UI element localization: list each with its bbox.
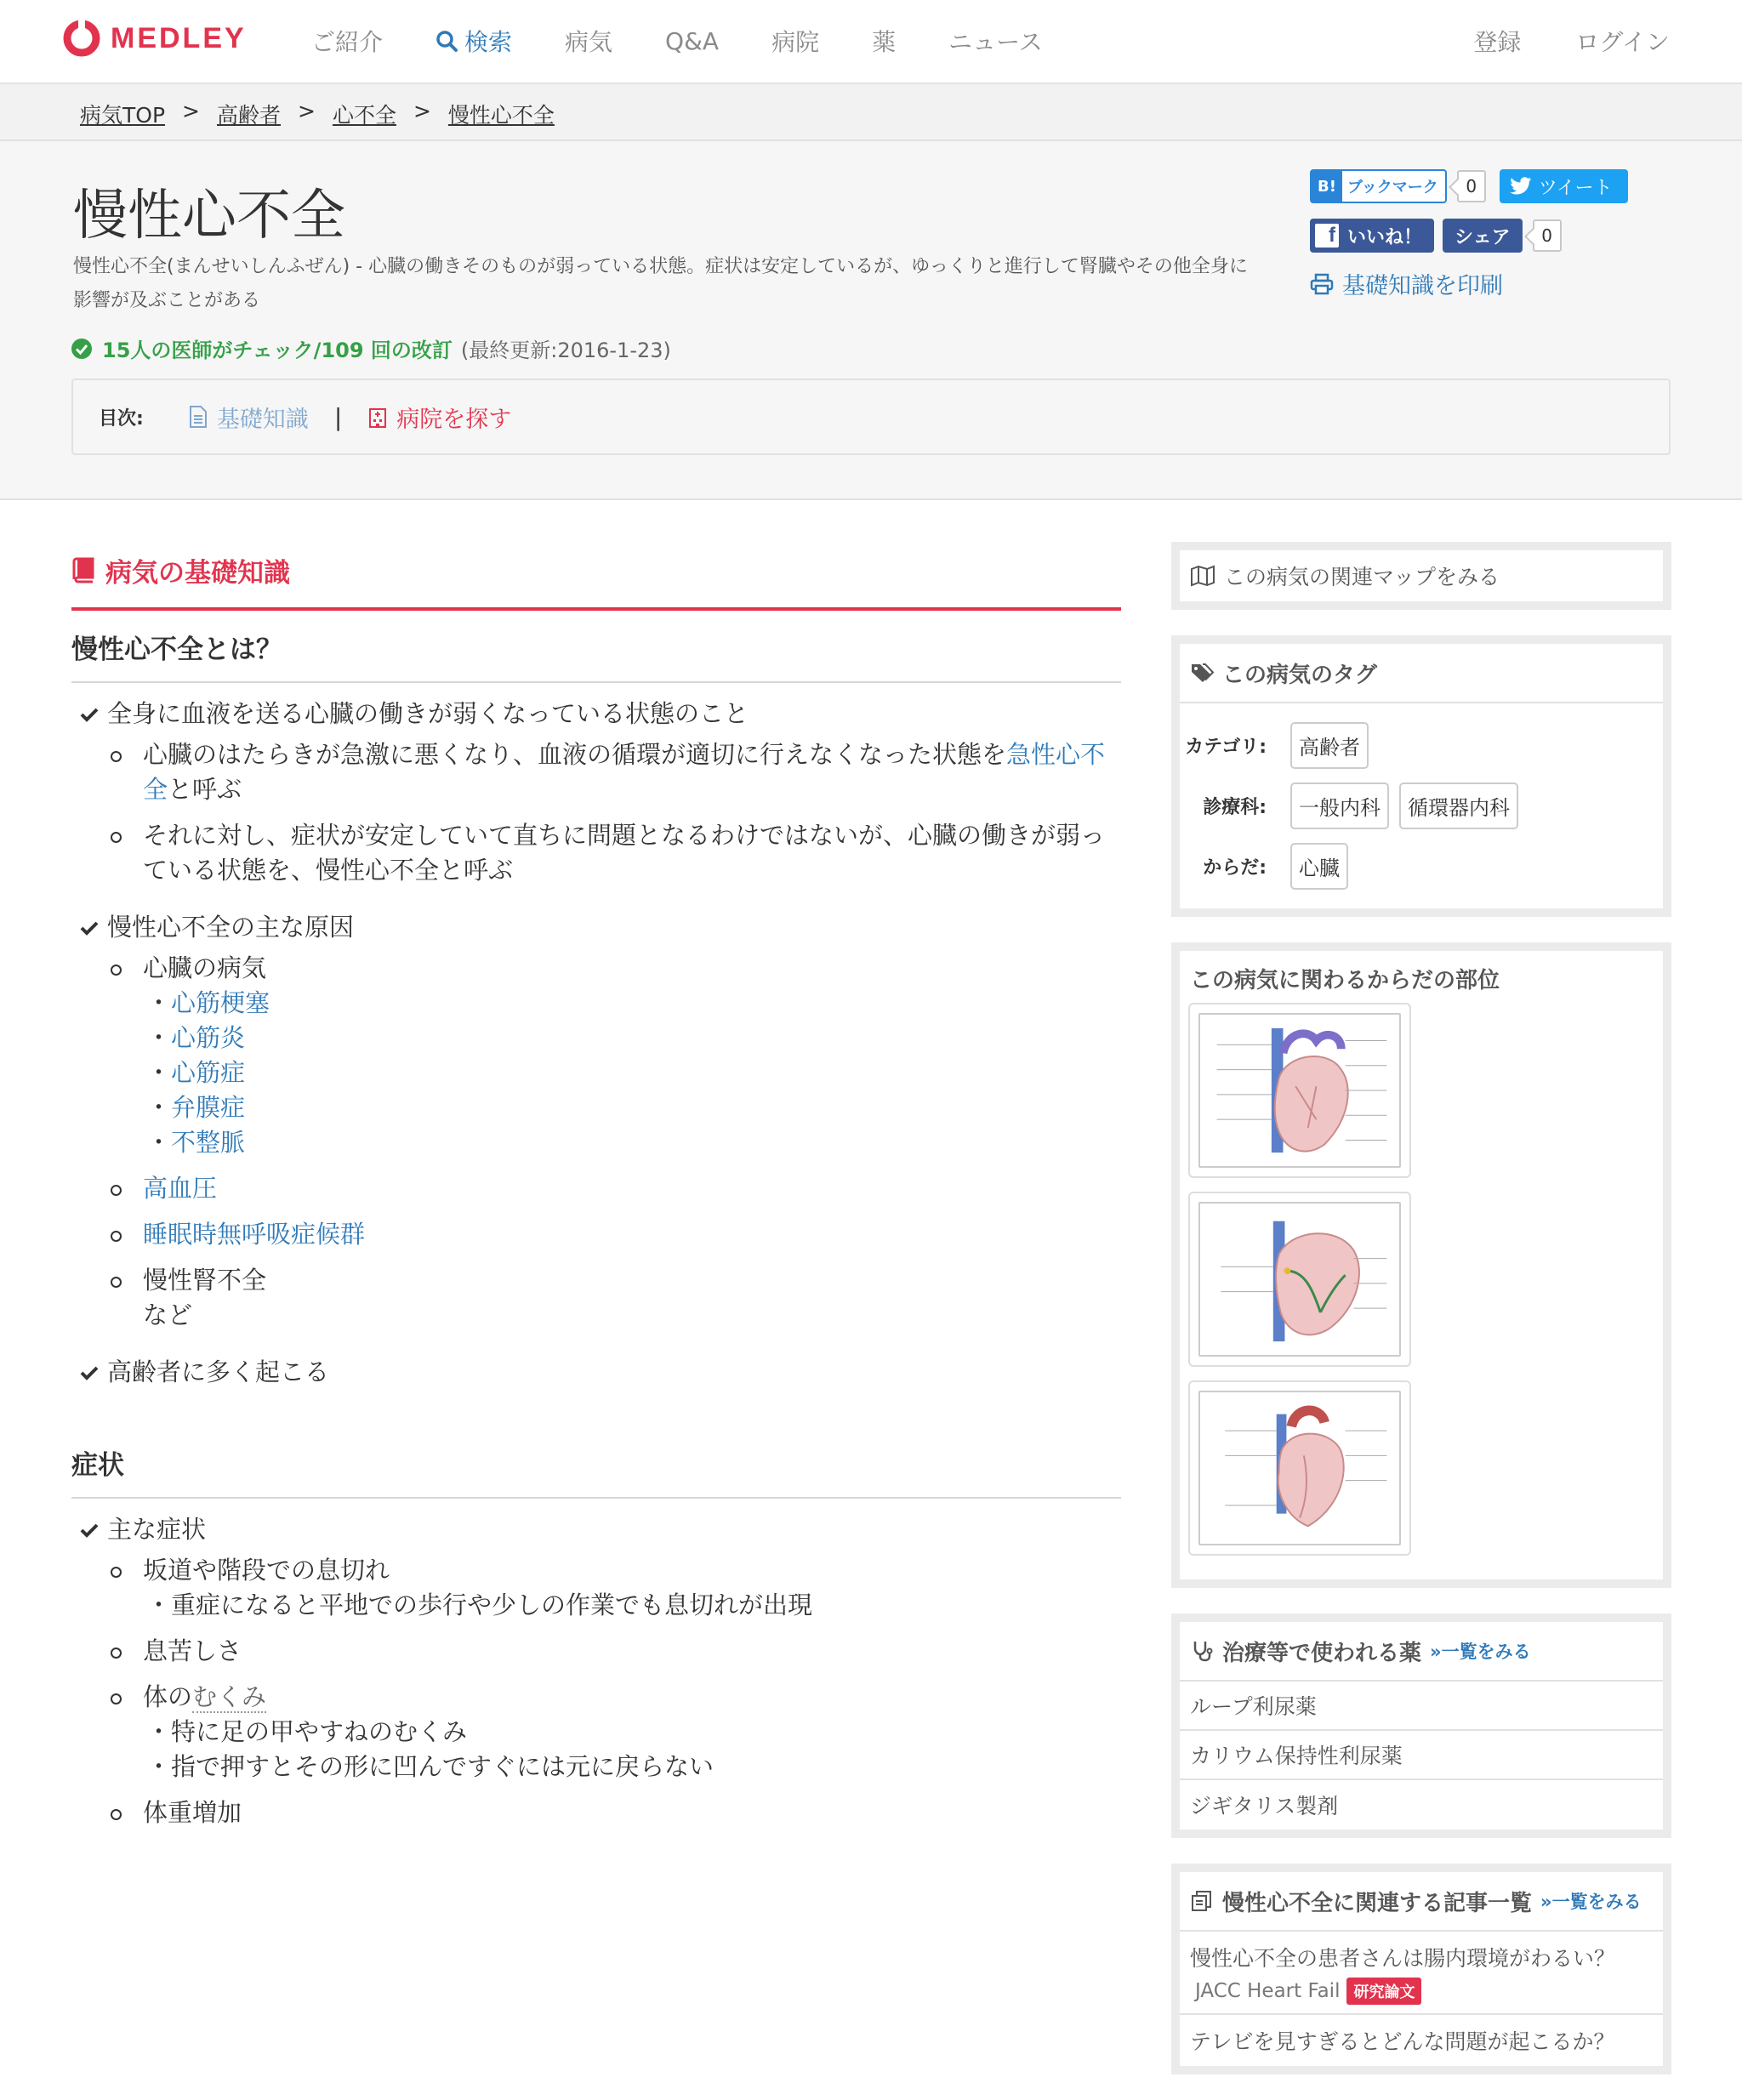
book-icon: [71, 557, 95, 583]
sub-item: [143, 1125, 1121, 1160]
toc-hospital-label: 病院を探す: [396, 406, 512, 433]
bullet-text-after: など: [143, 1300, 193, 1329]
drug-item[interactable]: ジギタリス製剤: [1190, 1794, 1339, 1818]
bullet-text: 心臓の病気: [143, 953, 267, 982]
acute-heart-failure-link[interactable]: 急性心不全: [143, 740, 1106, 804]
print-basics-link[interactable]: [1310, 267, 1628, 300]
check-item: [71, 1511, 1121, 1548]
drugs-card-header: [1180, 1622, 1663, 1682]
drug-item[interactable]: ループ利尿薬: [1180, 1682, 1663, 1731]
hatena-bookmark-label: ブックマーク: [1347, 179, 1438, 196]
drugs-more-link[interactable]: »一覧をみる: [1430, 1642, 1531, 1662]
tag-heart[interactable]: 心臓: [1290, 843, 1348, 890]
checkmark-icon: [80, 920, 99, 936]
sub-item-dot: ・: [146, 1128, 172, 1157]
sub-item-dot: ・: [146, 1023, 172, 1052]
hypertension-link[interactable]: 高血圧: [143, 1174, 218, 1203]
logo-text: MEDLEY: [111, 21, 247, 54]
breadcrumb-separator: >: [413, 99, 431, 123]
tag-label: からだ:: [1203, 857, 1267, 879]
related-map-link[interactable]: [1180, 550, 1663, 601]
article-journal: JACC Heart Fail: [1195, 1980, 1341, 2002]
breadcrumb-diseases-top[interactable]: 病気TOP: [80, 103, 166, 128]
bullet-text: 慢性腎不全: [143, 1266, 267, 1295]
toc-separator: |: [333, 402, 343, 431]
sidebar: [1171, 542, 1671, 2100]
bullet-list: [111, 951, 1121, 1333]
nav-about-label: ご紹介: [311, 28, 384, 56]
facebook-icon: f: [1315, 224, 1339, 248]
tag-label: カテゴリ:: [1185, 737, 1267, 758]
nav-hospitals-label: 病院: [771, 28, 820, 56]
articles-card-title: 慢性心不全に関連する記事一覧: [1222, 1890, 1533, 1916]
research-paper-badge: 研究論文: [1346, 1978, 1421, 2005]
nav-qa-label: Q&A: [665, 26, 720, 55]
myocardial-infarction-link[interactable]: 心筋梗塞: [171, 988, 270, 1017]
tweet-label: ツイート: [1538, 177, 1613, 199]
main-nav: [311, 24, 1096, 58]
symptoms-heading: 症状: [71, 1426, 1121, 1499]
heart-conduction-thumbnail[interactable]: [1188, 1192, 1411, 1367]
nav-news-label: ニュース: [948, 28, 1043, 56]
toc-basics-link[interactable]: [188, 401, 309, 434]
body-parts-title: この病気に関わるからだの部位: [1190, 968, 1500, 993]
basics-section-header: [71, 544, 1121, 611]
list-item: [111, 1796, 1121, 1830]
list-item: [111, 1553, 1121, 1623]
nav-about[interactable]: [311, 24, 383, 58]
bullet-list: [111, 737, 1121, 888]
article-title: 慢性心不全の患者さんは腸内環境がわるい？: [1190, 1946, 1616, 1971]
doctor-check-text[interactable]: 15人の医師がチェック/109 回の改訂: [102, 339, 453, 362]
sub-item-dot: ・: [146, 988, 172, 1017]
tags-card-header: [1180, 644, 1663, 703]
print-basics-label: 基礎知識を印刷: [1342, 273, 1503, 299]
nav-news[interactable]: [948, 24, 1043, 58]
printer-icon: [1310, 273, 1334, 295]
breadcrumb-separator: >: [298, 99, 316, 123]
facebook-share-button[interactable]: シェア: [1443, 219, 1523, 253]
table-of-contents: [71, 378, 1671, 455]
list-item: [111, 1217, 1121, 1252]
stethoscope-icon: [1190, 1640, 1214, 1662]
articles-card-header: [1180, 1872, 1663, 1932]
doctor-check-line: [71, 333, 671, 363]
sub-item: [143, 1021, 1121, 1056]
heart-exterior-thumbnail[interactable]: [1188, 1380, 1411, 1556]
list-item: [111, 951, 1121, 1160]
tags-icon: [1190, 662, 1214, 684]
article-meta: [1190, 1978, 1653, 2005]
what-group-2: [71, 908, 1121, 1333]
sub-item: [143, 1090, 1121, 1125]
disease-hero: [0, 141, 1742, 500]
drugs-card: [1171, 1613, 1671, 1838]
bullet-text: それに対し、症状が安定していて直ちに問題となるわけではないが、心臓の働きが弱っている状態を、慢性心不全と呼ぶ: [143, 821, 1106, 885]
breadcrumb-elderly[interactable]: 高齢者: [216, 103, 281, 128]
heart-exterior-illustration: [1200, 1392, 1399, 1544]
body-parts-grid: [1180, 1003, 1663, 1579]
bullet-list: [111, 1553, 1121, 1830]
sub-item-dot: ・: [146, 1093, 172, 1122]
nav-search-label: 検索: [464, 28, 513, 56]
tag-label: 診療科:: [1203, 797, 1267, 818]
check-item: [71, 1353, 1121, 1391]
main-content: [71, 544, 1121, 1851]
medley-logo-icon: [63, 20, 100, 57]
nav-search[interactable]: [436, 24, 512, 58]
last-updated: (最終更新:2016-1-23): [460, 339, 671, 362]
nav-qa[interactable]: [665, 24, 719, 58]
tag-list: [1180, 703, 1663, 908]
twitter-bird-icon: [1510, 177, 1532, 196]
toc-label: 目次:: [99, 407, 144, 430]
article-item[interactable]: [1180, 1932, 1663, 2015]
basics-section-title: 病気の基礎知識: [105, 557, 290, 589]
nav-drugs-label: 薬: [872, 28, 897, 56]
article-item[interactable]: [1180, 2015, 1663, 2066]
top-navigation-bar: [0, 0, 1742, 84]
sub-item-dot: ・: [146, 1058, 172, 1087]
hospital-icon: [367, 405, 388, 429]
share-row-facebook: [1310, 218, 1628, 253]
breadcrumb: [80, 99, 555, 129]
related-map-label: この病気の関連マップをみる: [1224, 565, 1500, 589]
list-item: [111, 1263, 1121, 1333]
cardiomyopathy-link[interactable]: 心筋症: [171, 1058, 246, 1087]
edema-term-link[interactable]: むくみ: [192, 1682, 267, 1711]
check-item-text: 主な症状: [107, 1515, 207, 1544]
tag-elderly[interactable]: 高齢者: [1290, 722, 1369, 769]
checkmark-icon: [80, 1522, 99, 1538]
nav-drugs[interactable]: [872, 24, 896, 58]
tag-row-department: [1180, 772, 1663, 833]
tags-card: [1171, 635, 1671, 917]
page-title: 慢性心不全: [73, 185, 345, 248]
body-parts-card: [1171, 942, 1671, 1588]
tags-card-title: この病気のタグ: [1222, 662, 1378, 688]
sub-item: ・重症になると平地での歩行や少しの作業でも息切れが出現: [146, 1591, 813, 1619]
toc-basics-label: 基礎知識: [216, 406, 309, 433]
list-item: [111, 737, 1121, 807]
check-item-text: 高齢者に多く起こる: [107, 1357, 330, 1386]
hatena-bookmark-button[interactable]: [1310, 169, 1447, 203]
bullet-text-suffix: と呼ぶ: [168, 775, 242, 804]
heart-anatomy-illustration: [1200, 1015, 1399, 1166]
list-item: [111, 1680, 1121, 1784]
heart-cross-section-thumbnail[interactable]: [1188, 1003, 1411, 1178]
what-group-3: [71, 1353, 1121, 1391]
nav-hospitals[interactable]: [771, 24, 819, 58]
breadcrumb-heart-failure[interactable]: 心不全: [332, 103, 396, 128]
hatena-bookmark-count: 0: [1457, 170, 1486, 202]
list-item: [111, 818, 1121, 888]
share-buttons: [1310, 168, 1628, 300]
disease-summary: 慢性心不全(まんせいしんふぜん) - 心臓の働きそのものが弱っている状態。症状は安定しているが、ゆっくりと進行して腎臓やその他全身に影響が及ぶことがある: [73, 256, 1248, 311]
search-icon: [436, 30, 458, 52]
medley-logo[interactable]: [63, 17, 247, 60]
document-icon: [188, 405, 208, 429]
arrhythmia-link[interactable]: 不整脈: [171, 1128, 246, 1157]
share-row-top: [1310, 168, 1628, 204]
tag-cardiology[interactable]: 循環器内科: [1399, 783, 1518, 829]
bullet-text: 息苦しさ: [143, 1636, 242, 1665]
sub-item: ・特に足の甲やすねのむくみ: [146, 1717, 468, 1746]
articles-icon: [1190, 1890, 1214, 1912]
check-item-text: 慢性心不全の主な原因: [107, 913, 355, 942]
valvular-disease-link[interactable]: 弁膜症: [171, 1093, 246, 1122]
drugs-card-title: 治療等で使われる薬: [1222, 1640, 1422, 1666]
sleep-apnea-link[interactable]: 睡眠時無呼吸症候群: [143, 1220, 366, 1249]
check-item: [71, 908, 1121, 946]
what-is-heading: 慢性心不全とは？: [71, 611, 1121, 683]
facebook-count: 0: [1533, 219, 1562, 252]
tag-general-internal-medicine[interactable]: 一般内科: [1290, 783, 1389, 829]
nav-diseases-label: 病気: [565, 28, 613, 56]
sub-item: [143, 1056, 1121, 1090]
check-item-text: 全身に血液を送る心臓の働きが弱くなっている状態のこと: [107, 699, 749, 728]
sub-item: ・指で押すとその形に凹んですぐには元に戻らない: [146, 1752, 714, 1781]
facebook-like-label: いいね！: [1347, 226, 1423, 248]
checkmark-icon: [80, 1365, 99, 1380]
bullet-text: 体重増加: [143, 1798, 242, 1827]
map-icon: [1190, 565, 1215, 587]
check-item: [71, 695, 1121, 732]
tag-row-body: [1180, 833, 1663, 893]
sub-item: [143, 986, 1121, 1021]
articles-more-link[interactable]: »一覧をみる: [1540, 1892, 1642, 1912]
list-item: [111, 1171, 1121, 1206]
tweet-button[interactable]: [1500, 169, 1628, 203]
articles-card: [1171, 1864, 1671, 2074]
article-title: テレビを見すぎるとどんな問題が起こるか？: [1190, 2029, 1615, 2054]
related-map-card: [1171, 542, 1671, 610]
what-group-1: [71, 695, 1121, 888]
register-link[interactable]: 登録: [1473, 28, 1522, 56]
breadcrumb-bar: [0, 84, 1742, 141]
toc-hospital-link[interactable]: [367, 401, 511, 434]
symptoms-group: [71, 1511, 1121, 1830]
myocarditis-link[interactable]: 心筋炎: [171, 1023, 246, 1052]
facebook-like-button[interactable]: [1310, 219, 1434, 253]
list-item: [111, 1634, 1121, 1669]
bullet-text: 心臓のはたらきが急激に悪くなり、血液の循環が適切に行えなくなった状態を: [143, 740, 1007, 769]
drug-item[interactable]: カリウム保持性利尿薬: [1180, 1731, 1663, 1780]
auth-links: [1419, 24, 1670, 58]
bullet-text: 坂道や階段での息切れ: [143, 1556, 390, 1585]
check-circle-icon: [71, 339, 92, 359]
breadcrumb-chronic-heart-failure[interactable]: 慢性心不全: [447, 103, 555, 128]
nav-diseases[interactable]: [565, 24, 612, 58]
heart-conduction-illustration: [1200, 1204, 1399, 1355]
hatena-bookmark-icon: B!: [1312, 171, 1342, 202]
bullet-text: 体の: [143, 1682, 193, 1711]
login-link[interactable]: ログイン: [1575, 28, 1670, 56]
breadcrumb-separator: >: [182, 99, 200, 123]
tag-row-category: [1180, 712, 1663, 772]
checkmark-icon: [80, 707, 99, 722]
